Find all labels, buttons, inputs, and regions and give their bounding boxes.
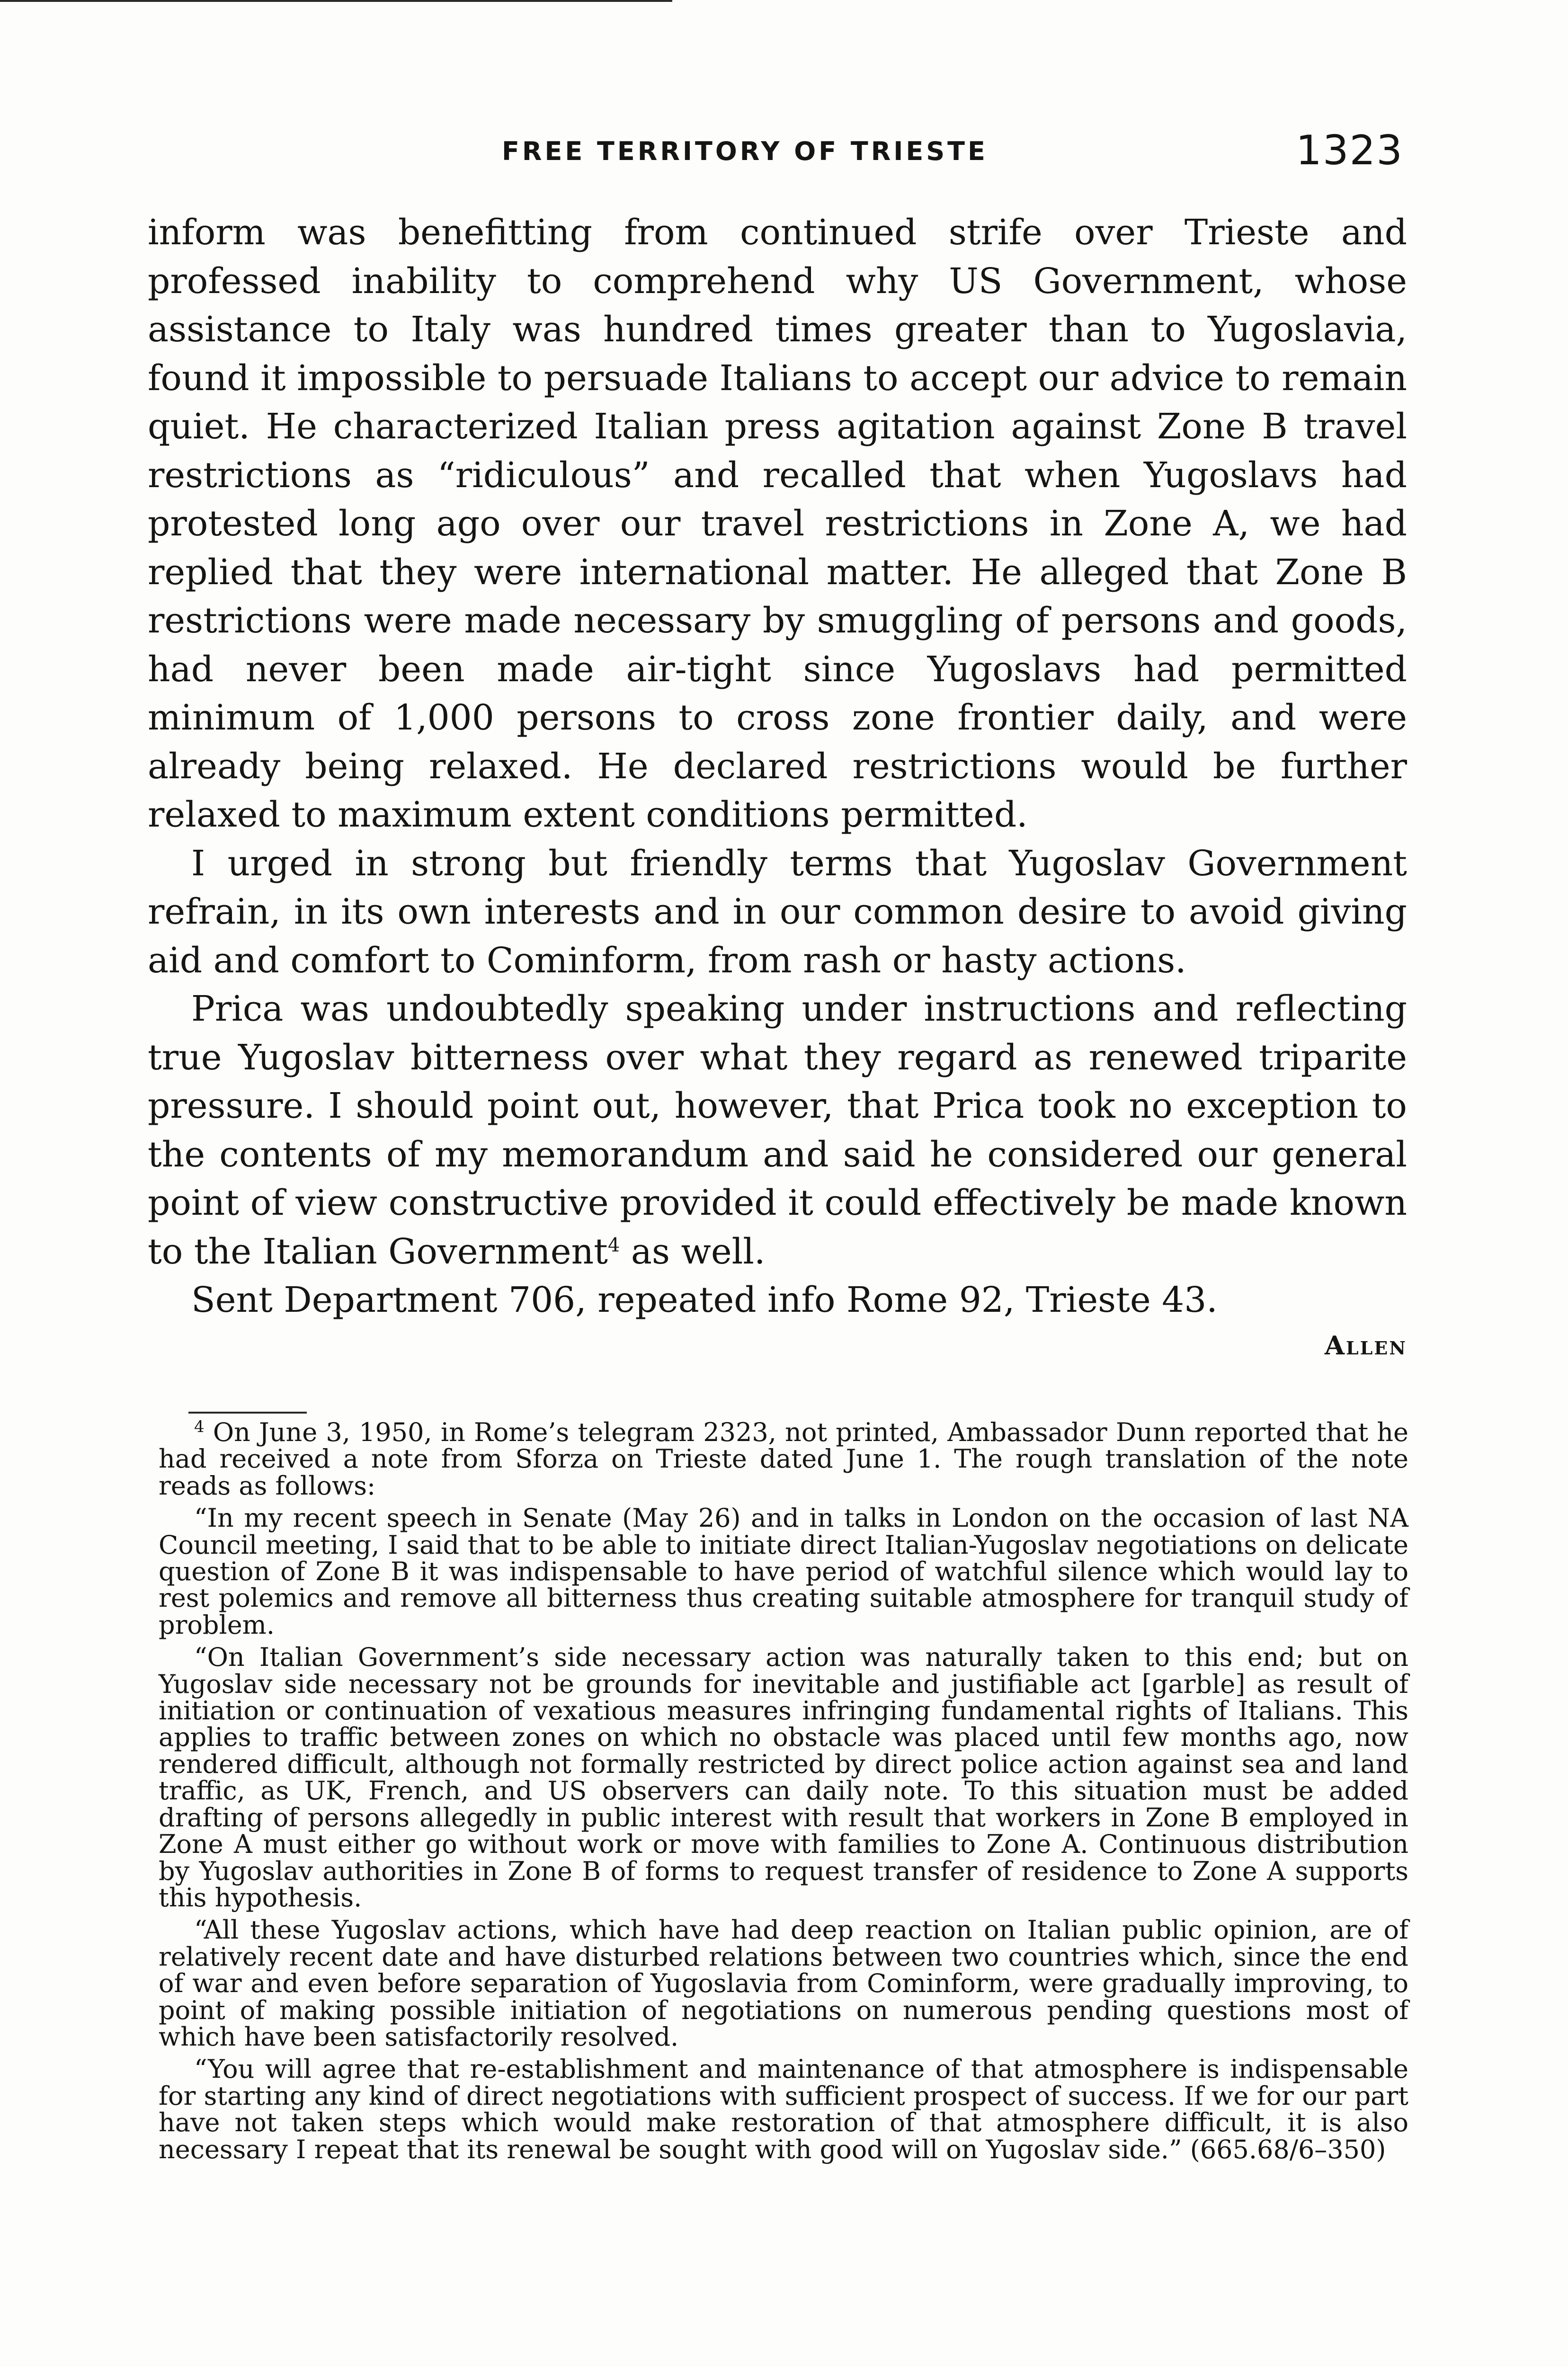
footnote-marker: 4 bbox=[194, 1417, 205, 1436]
body-text bbox=[148, 208, 1407, 1325]
footnotes bbox=[159, 1419, 1408, 2169]
body-paragraph-1: inform was benefitting from continued strife over Trieste and professed inability to comprehend why US Government, whose assistance to Italy was hundred times greater than to Yugoslavia, found it impossible to persuade Italians to accept our advice to remain quiet. He characterized Italian press agitation against Zone B travel restrictions as “ridiculous” and recalled that when Yugoslavs had protested long ago over our travel restrictions in Zone A, we had replied that they were international matter. He alleged that Zone B restrictions were made necessary by smuggling of persons and goods, had never been made air-tight since Yugoslavs had permitted minimum of 1,000 persons to cross zone frontier daily, and were already being relaxed. He declared restrictions would be further relaxed to maximum extent conditions permitted. bbox=[148, 212, 1407, 835]
body-paragraph-4: Sent Department 706, repeated info Rome 92, Trieste 43. bbox=[191, 1280, 1218, 1320]
page-number: 1323 bbox=[1296, 127, 1403, 174]
body-paragraph-2: I urged in strong but friendly terms that Yugoslav Government refrain, in its own interests and in our common desire to avoid giving aid and comfort to Cominform, from rash or hasty actions. bbox=[148, 843, 1407, 981]
footnote-quote-3: “All these Yugoslav actions, which have had deep reaction on Italian public opinion, are of relatively recent date and have disturbed relations between two countries which, since the end of war and even before separation of Yugoslavia from Cominform, were gradually improving, to point of making possible initiation of negotiations on numerous pending questions most of which have been satisfactorily resolved. bbox=[159, 1915, 1408, 2052]
footnote-quote-4: “You will agree that re-establishment and maintenance of that atmosphere is indispensable for starting any kind of direct negotiations with sufficient prospect of success. If we for our part have not taken steps which would make restoration of that atmosphere difficult, it is also necessary I repeat that its renewal be sought with good will on Yugoslav side.” (665.68/6–350) bbox=[159, 2054, 1408, 2164]
footnote-reference-4[interactable]: 4 bbox=[607, 1234, 620, 1256]
running-title: FREE TERRITORY OF TRIESTE bbox=[502, 136, 988, 166]
footnote-4 bbox=[159, 1419, 1408, 1499]
footnote-quote-1: “In my recent speech in Senate (May 26) and in talks in London on the occasion of last NA Council meeting, I said that to be able to initiate direct Italian-Yugoslav negotiations on delicate question of Zone B it was indispensable to have period of watchful silence which would lay to rest polemics and remove all bitterness thus creating suitable atmosphere for tranquil study of problem. bbox=[159, 1503, 1408, 1640]
footnote-rule bbox=[188, 1412, 307, 1414]
body-paragraph-3-text: Prica was undoubtedly speaking under instructions and reflecting true Yugoslav bitterness over what they regard as renewed triparite pressure. I should point out, however, that Prica took no exception to the contents of my memorandum and said he considered our general point of view constructive provided it could effectively be made known to the Italian Government bbox=[148, 988, 1407, 1272]
footnote-quote-2: “On Italian Government’s side necessary action was naturally taken to this end; but on Yugoslav side necessary not be grounds for inevitable and justifiable act [garble] as result of initiation or continuation of vexatious measures infringing fundamental rights of Italians. This applies to traffic between zones on which no obstacle was placed until few months ago, now rendered difficult, although not formally restricted by direct police action against sea and land traffic, as UK, French, and US observers can daily note. To this situation must be added drafting of persons allegedly in public interest with result that workers in Zone B employed in Zone A must either go without work or move with families to Zone A. Continuous distribution by Yugoslav authorities in Zone B of forms to request transfer of residence to Zone A supports this hypothesis. bbox=[159, 1642, 1408, 1913]
body-paragraph-3-tail: as well. bbox=[620, 1231, 766, 1272]
top-rule bbox=[0, 0, 672, 2]
body-paragraph-3 bbox=[148, 985, 1407, 1276]
signature: Allen bbox=[1324, 1330, 1407, 1361]
footnote-intro: On June 3, 1950, in Rome’s telegram 2323, not printed, Ambassador Dunn reported that he had received a note from Sforza on Trieste dated June 1. The rough translation of the note reads as follows: bbox=[159, 1417, 1408, 1501]
